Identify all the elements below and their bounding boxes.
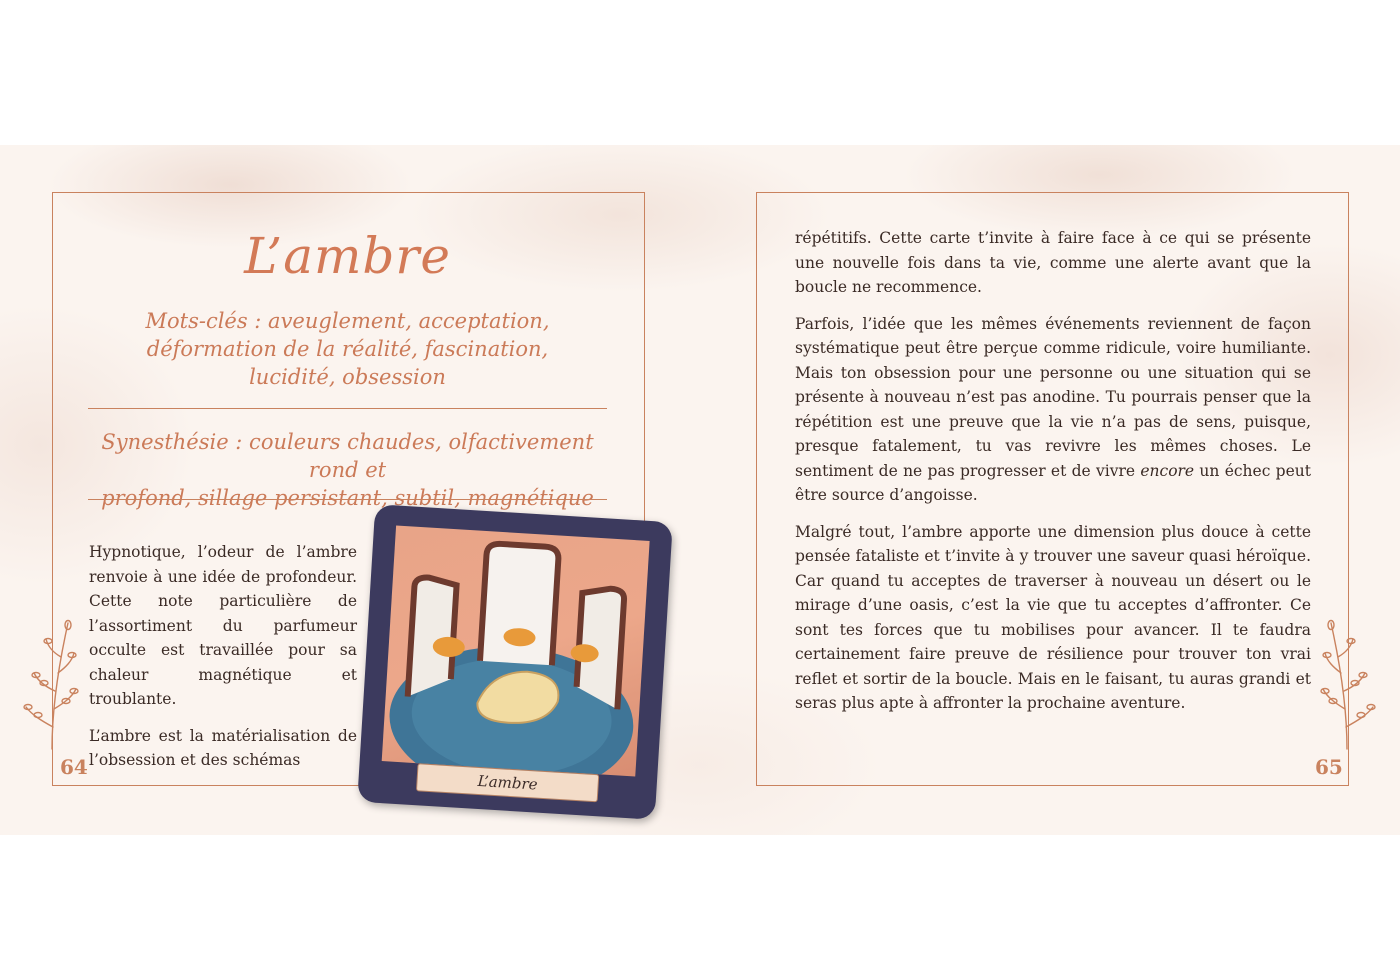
keywords-block xyxy=(100,307,595,391)
paragraph: répétitifs. Cette carte t’invite à faire face à ce qui se présente une nouvelle fois dans ta vie, comme une alerte avant que la boucle ne recommence. xyxy=(795,229,1311,296)
keywords-line-1: Mots-clés : aveuglement, acceptation, xyxy=(145,309,550,333)
paragraph-text: un échec peut être source d’angoisse. xyxy=(795,461,1311,504)
keywords-line-3: lucidité, obsession xyxy=(249,365,446,389)
page-number: 65 xyxy=(1315,755,1343,779)
page-number: 64 xyxy=(60,755,88,779)
paragraph: Hypnotique, l’odeur de l’ambre renvoie à une idée de profondeur. Cette note particulière de l’assortiment du parfumeur occulte est travaillée pour sa chaleur magnétique et troublante. xyxy=(89,543,357,708)
book-spread xyxy=(0,145,1400,835)
right-body-text xyxy=(795,226,1311,728)
emphasis-text: encore xyxy=(1140,461,1195,480)
divider-top xyxy=(88,408,607,409)
divider-bottom xyxy=(88,499,607,500)
floral-ornament-icon xyxy=(1315,617,1381,753)
page-title: L’ambre xyxy=(244,227,451,285)
left-body-text xyxy=(89,540,357,785)
right-page xyxy=(700,145,1400,835)
paragraph-text: Parfois, l’idée que les mêmes événements reviennent de façon systématique peut être perçue comme ridicule, voire humiliante. Mais ton obsession pour une personne ou une situation qui se présente à nouveau n’est pas anodine. Tu pourrais penser que la répétition est une preuve que la vie n’a pas de sens, puisque, presque fatalement, tu vas revivre les mêmes choses. Le sentiment de ne pas progresser et de vivre xyxy=(795,314,1311,480)
paragraph: L’ambre est la matérialisation de l’obsession et des schémas xyxy=(89,726,357,769)
floral-ornament-icon xyxy=(18,617,84,753)
mirrors-illustration xyxy=(382,525,650,776)
synesthesia-line-1: Synesthésie : couleurs chaudes, olfactivement rond et xyxy=(101,430,594,482)
paragraph xyxy=(795,312,1311,508)
keywords-line-2: déformation de la réalité, fascination, xyxy=(146,337,549,361)
paragraph: Malgré tout, l’ambre apporte une dimension plus douce à cette pensée fataliste et t’invite à y trouver une saveur quasi héroïque. Car quand tu acceptes de traverser à nouveau un désert ou le mirage d’une oasis, c’est la vie que tu acceptes d’affronter. Ce sont tes forces que tu mobilises pour avancer. Il te faudra certainement faire preuve de résilience pour trouver ton vrai reflet et sortir de la boucle. Mais en le faisant, tu auras grandi et seras plus apte à affronter la prochaine aventure. xyxy=(795,522,1311,712)
card-label: L’ambre xyxy=(416,763,599,802)
synesthesia-line-2: profond, sillage persistant, subtil, magnétique xyxy=(101,486,594,510)
left-page xyxy=(0,145,700,835)
card-illustration xyxy=(382,525,650,776)
oracle-card xyxy=(357,504,673,820)
